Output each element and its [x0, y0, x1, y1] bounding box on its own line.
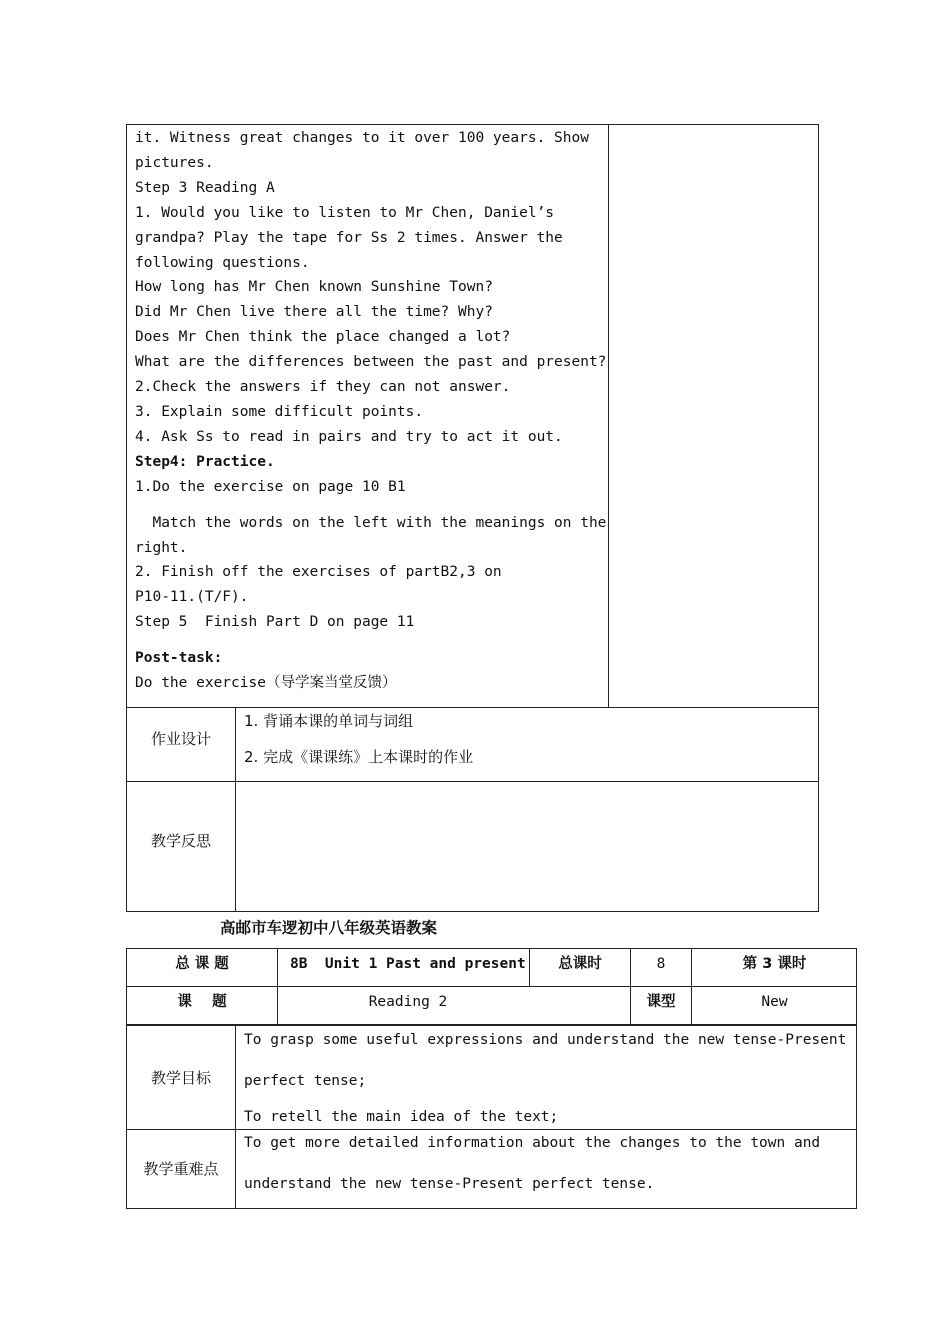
- procedure-line: 2. Finish off the exercises of partB2,3 on: [135, 564, 502, 580]
- procedure-line: grandpa? Play the tape for Ss 2 times. Answer the: [135, 230, 563, 246]
- procedure-line: Match the words on the left with the meanings on the: [135, 515, 607, 531]
- procedure-line: right.: [135, 540, 188, 556]
- label-column-divider-2: [235, 1025, 236, 1209]
- header-row-divider: [126, 986, 857, 987]
- procedure-line: Does Mr Chen think the place changed a lot?: [135, 329, 511, 345]
- total-periods-value: 8: [656, 956, 666, 972]
- procedure-line: 1. Would you like to listen to Mr Chen, Daniel’s: [135, 205, 555, 221]
- topic-label: 课 题: [177, 994, 227, 1010]
- procedure-line: How long has Mr Chen known Sunshine Town?: [135, 279, 493, 295]
- total-topic-value: 8B Unit 1 Past and present: [290, 956, 526, 972]
- key-point-line: understand the new tense-Present perfect tense.: [244, 1176, 655, 1192]
- procedure-line: 3. Explain some difficult points.: [135, 404, 424, 420]
- procedure-line: Did Mr Chen live there all the time? Why?: [135, 304, 493, 320]
- type-value: New: [761, 994, 788, 1010]
- procedure-line: following questions.: [135, 255, 310, 271]
- homework-row-divider: [126, 707, 819, 708]
- procedure-line: P10-11.(T/F).: [135, 589, 249, 605]
- key-point-line: To get more detailed information about the changes to the town and: [244, 1135, 821, 1151]
- type-label: 课型: [646, 994, 676, 1010]
- homework-item: 2. 完成《课课练》上本课时的作业: [244, 748, 474, 766]
- topic-value: Reading 2: [368, 994, 448, 1010]
- procedure-line: 1.Do the exercise on page 10 B1: [135, 479, 406, 495]
- document-title: 高邮市车逻初中八年级英语教案: [220, 919, 438, 937]
- post-task-heading: Post-task:: [135, 650, 223, 666]
- total-topic-label: 总 课 题: [175, 956, 229, 972]
- objective-line: To grasp some useful expressions and understand the new tense-Present: [244, 1032, 847, 1048]
- notes-column-divider: [608, 124, 609, 708]
- objectives-label: 教学目标: [150, 1069, 211, 1087]
- procedure-line: Do the exercise（导学案当堂反馈）: [135, 675, 397, 691]
- procedure-line: 4. Ask Ss to read in pairs and try to act it out.: [135, 429, 563, 445]
- label-column-divider: [235, 707, 236, 912]
- procedure-line: Step 3 Reading A: [135, 180, 275, 196]
- total-periods-label: 总课时: [558, 956, 602, 972]
- procedure-line: pictures.: [135, 155, 214, 171]
- practice-heading: Step4: Practice.: [135, 454, 275, 470]
- procedure-line: 2.Check the answers if they can not answer.: [135, 379, 511, 395]
- homework-item: 1. 背诵本课的单词与词组: [244, 712, 414, 730]
- procedure-line: What are the differences between the past and present?: [135, 354, 607, 370]
- homework-label: 作业设计: [150, 730, 211, 748]
- procedure-line: it. Witness great changes to it over 100 years. Show: [135, 130, 589, 146]
- objective-line: To retell the main idea of the text;: [244, 1109, 559, 1125]
- procedure-line: Step 5 Finish Part D on page 11: [135, 614, 415, 630]
- objective-line: perfect tense;: [244, 1073, 367, 1089]
- reflection-row-divider: [126, 781, 819, 782]
- key-points-label: 教学重难点: [143, 1160, 219, 1178]
- period-label: 第 3 课时: [742, 956, 807, 972]
- reflection-label: 教学反思: [150, 832, 211, 850]
